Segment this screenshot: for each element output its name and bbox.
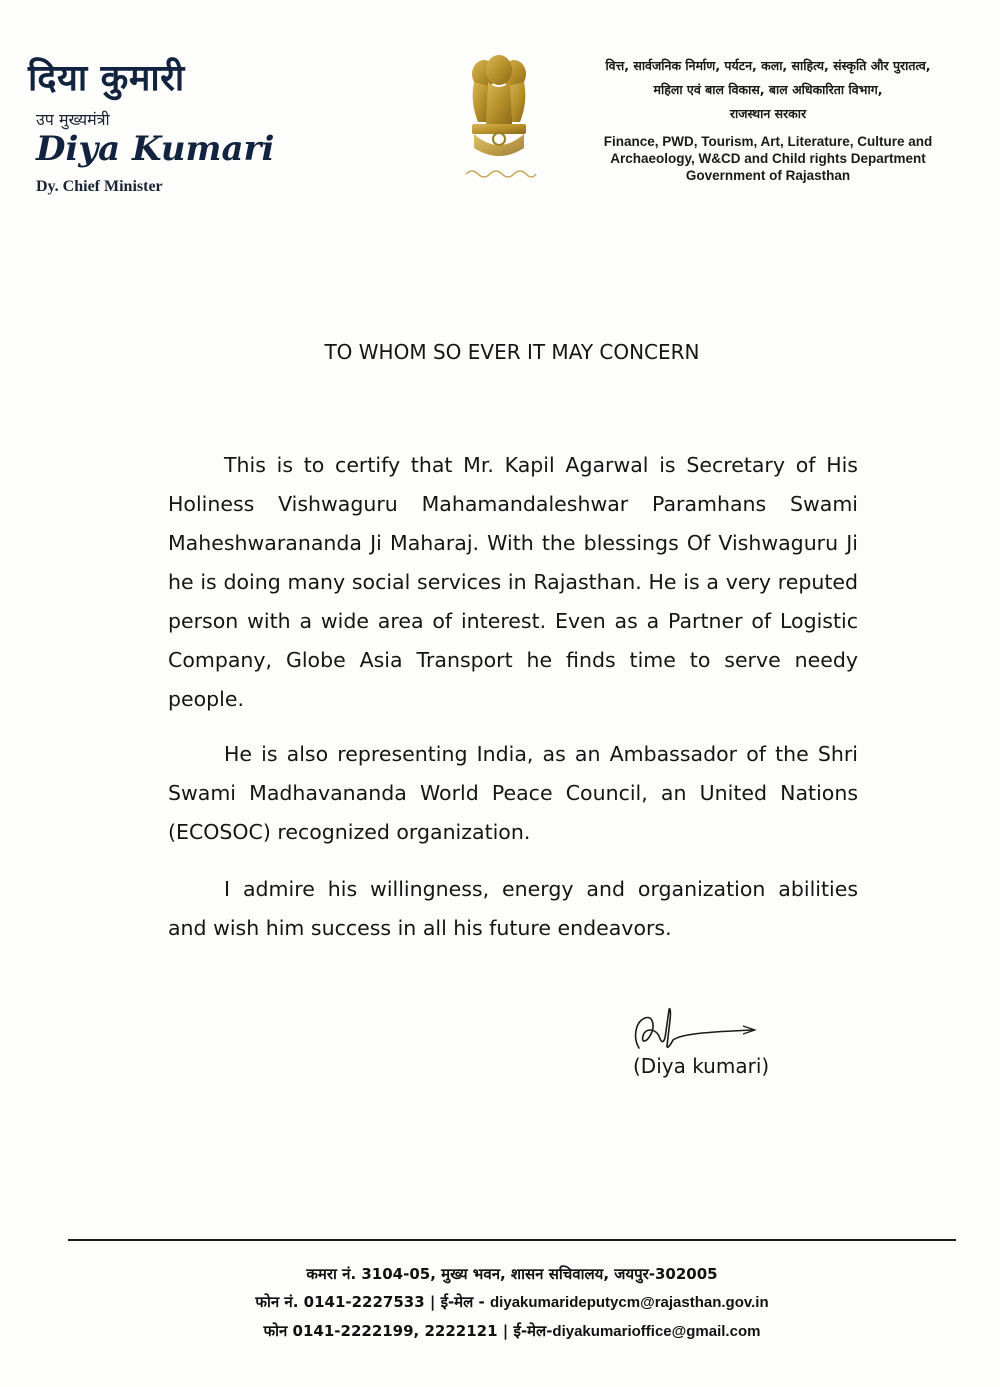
footer-address: कमरा नं. 3104-05, मुख्य भवन, शासन सचिवालय, जयपुर-302005 bbox=[306, 1265, 718, 1283]
footer-phone-email-2 bbox=[0, 1317, 1000, 1346]
state-emblem-icon bbox=[460, 52, 538, 182]
footer-email-2[interactable]: diyakumarioffice@gmail.com bbox=[552, 1323, 761, 1340]
footer-contact bbox=[0, 1260, 1000, 1346]
sender-title-english: Dy. Chief Minister bbox=[36, 178, 163, 195]
department-hindi-line: राजस्थान सरकार bbox=[729, 106, 807, 121]
footer-phone-2: फोन 0141-2222199, 2222121 | ई-मेल- bbox=[263, 1322, 553, 1340]
department-block bbox=[558, 54, 978, 184]
sender-name-english: Diya Kumari bbox=[36, 129, 275, 169]
footer-phone-1: फोन नं. 0141-2227533 | ई-मेल - bbox=[255, 1293, 485, 1311]
handwritten-signature bbox=[625, 1004, 765, 1060]
footer-phone-email-1 bbox=[0, 1288, 1000, 1317]
footer-divider bbox=[68, 1239, 956, 1241]
letter-paragraph: He is also representing India, as an Ambassador of the Shri Swami Madhavananda World Peace Council, an United Nations (ECOSOC) recognized organization. bbox=[168, 742, 858, 844]
department-hindi-line: वित्त, सार्वजनिक निर्माण, पर्यटन, कला, साहित्य, संस्कृति और पुरातत्व, bbox=[605, 58, 931, 73]
department-english-line: Archaeology, W&CD and Child rights Department bbox=[610, 151, 926, 166]
signatory-name: (Diya kumari) bbox=[633, 1054, 770, 1078]
letter-paragraph: I admire his willingness, energy and organization abilities and wish him success in all his future endeavors. bbox=[168, 877, 858, 940]
department-english-line: Government of Rajasthan bbox=[685, 168, 851, 183]
department-hindi-line: महिला एवं बाल विकास, बाल अधिकारिता विभाग, bbox=[653, 82, 883, 97]
footer-email-1[interactable]: diyakumarideputycm@rajasthan.gov.in bbox=[490, 1294, 769, 1311]
department-english-line: Finance, PWD, Tourism, Art, Literature, Culture and bbox=[603, 134, 933, 149]
letter-paragraph: This is to certify that Mr. Kapil Agarwal is Secretary of His Holiness Vishwaguru Mahamandaleshwar Paramhans Swami Maheshwarananda Ji Maharaj. With the blessings Of Vishwaguru Ji he is doing many social services in Rajasthan. He is a very reputed person with a wide area of interest. Even as a Partner of Logistic Company, Globe Asia Transport he finds time to serve needy people. bbox=[168, 453, 858, 711]
letter-body bbox=[168, 446, 858, 964]
sender-title-hindi: उप मुख्यमंत्री bbox=[36, 110, 110, 129]
letter-heading: TO WHOM SO EVER IT MAY CONCERN bbox=[324, 340, 700, 364]
sender-name-hindi: दिया कुमारी bbox=[28, 58, 185, 99]
